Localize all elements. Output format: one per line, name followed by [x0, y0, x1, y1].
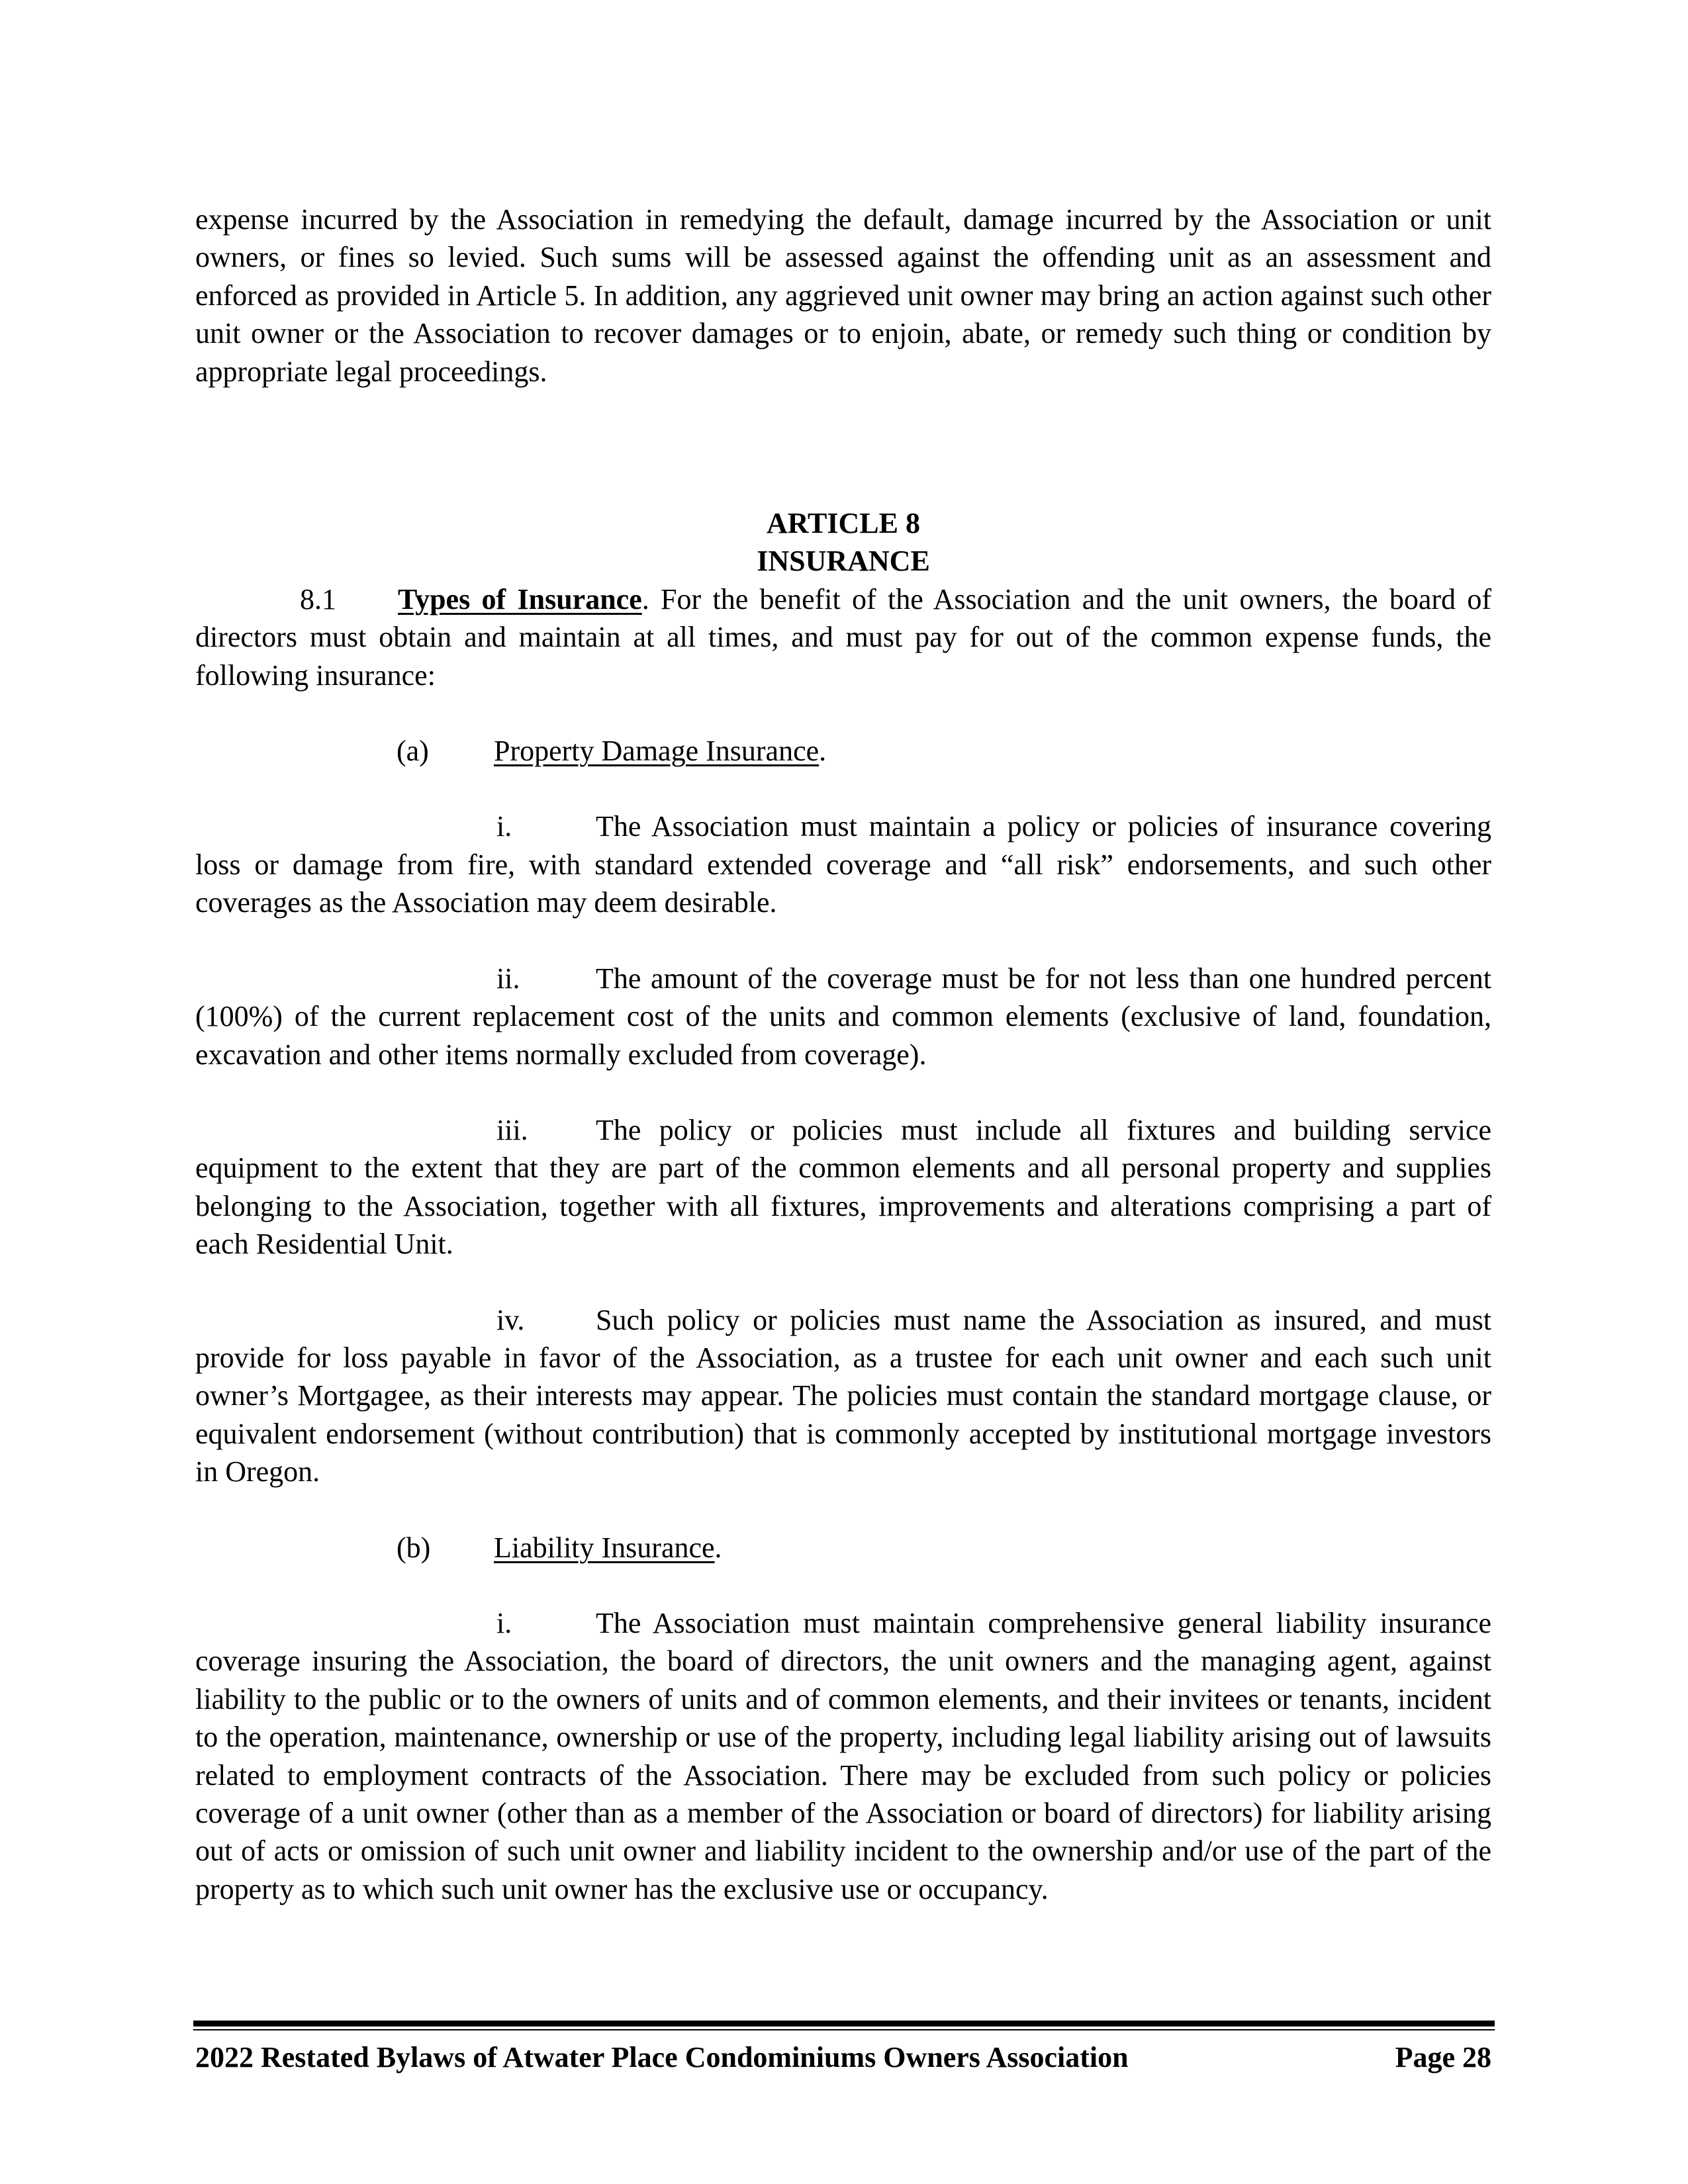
page-number: Page 28: [1395, 2041, 1491, 2073]
item-label: iii.: [496, 1113, 528, 1146]
section-title: Types of Insurance: [398, 582, 642, 615]
item-label: iv.: [496, 1303, 525, 1336]
subsection-label: (b): [397, 1531, 431, 1564]
item-text: The Association must maintain a policy or policies of insurance covering loss or damage from fire, with standard extended coverage and “all risk” endorsements, and such other coverages as the Association may deem desirable.: [195, 810, 1491, 919]
item-text: Such policy or policies must name the Association as insured, and must provide for loss payable in favor of the Association, as a trustee for each unit owner and each such unit owner’s Mortgagee, as their interests may appear. The policies must contain the standard mortgage clause, or equivalent endorsement (without contribution) that is commonly accepted by institutional mortgage investors in Oregon.: [195, 1303, 1491, 1488]
item-label: ii.: [496, 962, 520, 995]
subsection-a-item-ii: [195, 960, 1491, 1073]
subsection-title: Property Damage Insurance: [494, 735, 820, 768]
article-number: ARTICLE 8: [767, 507, 920, 540]
article-title: INSURANCE: [757, 545, 930, 578]
item-text: The policy or policies must include all fixtures and building service equipment to the extent that they are part of the common elements and all personal property and supplies belonging to the Association, together with all fixtures, improvements and alterations comprising a part of each Residential Unit.: [195, 1113, 1491, 1261]
subsection-b-item-i: [195, 1604, 1491, 1908]
item-text: The amount of the coverage must be for not less than one hundred percent (100%) of the current replacement cost of the units and common elements (exclusive of land, foundation, excavation and other items normally excluded from coverage).: [195, 962, 1491, 1071]
footer-title: 2022 Restated Bylaws of Atwater Place Condominiums Owners Association: [195, 2041, 1129, 2073]
section-8-1: [195, 580, 1491, 694]
page-footer: [195, 2038, 1491, 2076]
footer-rule-thin: [193, 2029, 1495, 2030]
continuation-paragraph: expense incurred by the Association in remedying the default, damage incurred by the Association or unit owners, or fines so levied. Such sums will be assessed against the offending unit as an assessment and enforced as provided in Article 5. In addition, any aggrieved unit owner may bring an action against such other unit owner or the Association to recover damages or to enjoin, abate, or remedy such thing or condition by appropriate legal proceedings.: [195, 203, 1491, 388]
subsection-title: Liability Insurance: [494, 1531, 715, 1564]
footer-rule-thick: [193, 2021, 1495, 2026]
item-text: The Association must maintain comprehensive general liability insurance coverage insuring the Association, the board of directors, the unit owners and the managing agent, against liability to the public or to the owners of units and of common elements, and their invitees or tenants, incident to the operation, maintenance, ownership or use of the property, including legal liability arising out of lawsuits related to employment contracts of the Association. There may be excluded from such policy or policies coverage of a unit owner (other than as a member of the Association or board of directors) for liability arising out of acts or omission of such unit owner and liability incident to the ownership and/or use of the part of the property as to which such unit owner has the exclusive use or occupancy.: [195, 1606, 1491, 1905]
subsection-b-heading: (b) Liability Insurance.: [195, 1529, 1491, 1567]
subsection-label: (a): [397, 735, 429, 768]
subsection-a-item-i: [195, 807, 1491, 921]
subsection-a-item-iv: [195, 1301, 1491, 1491]
subsection-a-item-iii: [195, 1111, 1491, 1263]
subsection-a-heading: (a) Property Damage Insurance.: [195, 732, 1491, 770]
item-label: i.: [496, 1606, 512, 1639]
section-number: 8.1: [300, 582, 336, 615]
section-text: . For the benefit of the Association and the unit owners, the board of directors must obtain and maintain at all times, and must pay for out of the common expense funds, the following insurance:: [195, 582, 1491, 692]
document-body: [195, 201, 1491, 1908]
item-label: i.: [496, 810, 512, 843]
